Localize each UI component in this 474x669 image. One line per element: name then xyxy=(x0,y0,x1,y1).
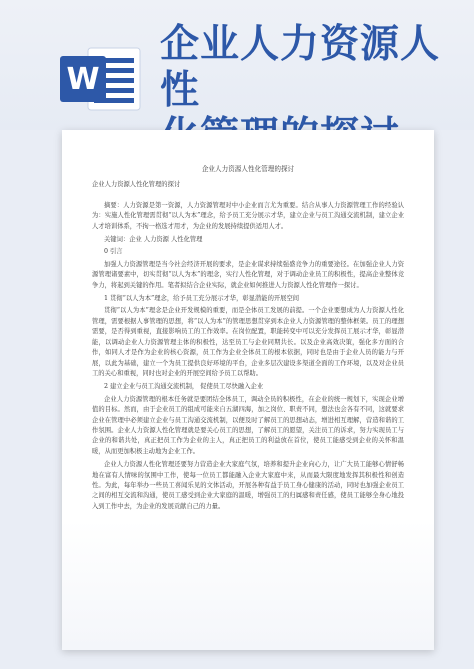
intro-paragraph: 加强人力资源管理是当今社会经济开展的要求，是企业谋求持续强盛竞争力的重要途径。在加强企业人力资源管理诸要素中，切实贯彻“以人为本”的理念，实行人性化管理，对于调动企业员工的积极性，提高企业整体竞争力，将起到关键的作用。笔者拟结合企业实际，就企业如何推进人力资源人性化管理作一探讨。 xyxy=(92,260,404,289)
abstract-paragraph: 摘要：人力资源是第一资源，人力资源管理对中小企业而言尤为重要。结合从事人力资源管理工作的经验认为：实施人性化管理需贯彻“以人为本”理念，给予员工充分展示才华，建立企业与员工沟通交流机制，建立企业人才培训体系，不拘一格选才用才，为企业的发展持续提供适用人才。 xyxy=(92,201,404,230)
section-2-heading: 2 建立企业与员工沟通交流机制， 促使员工尽快融入企业 xyxy=(104,383,264,391)
logo-letter: W xyxy=(66,62,100,97)
header-banner xyxy=(0,0,474,130)
keywords-line: 关键词：企业 人力资源 人性化管理 xyxy=(104,236,203,244)
word-document-icon xyxy=(58,44,144,114)
document-body xyxy=(92,164,404,515)
section-1-heading: 1 贯彻“以人为本”理念，给予员工充分展示才华，彰显潜能的开展空间 xyxy=(104,295,300,303)
title-line-1: 企业人力资源人性 xyxy=(160,22,441,113)
document-subtitle: 企业人力资源人性化管理的探讨 xyxy=(92,181,181,189)
section-1-paragraph: 贯彻“以人为本”理念是企业开发规模的重要，而是全体员工发展的前提。一个企业要想成为人力资源人性化管理，需要根据人事管理的思想，将“以人为本”的管理思想贯穿到本企业人力资源管理的整体框架。员工的理想需要，是否得到重视，直接影响员工的工作效率。在岗位配置，职能转变中可以充分发挥员工展示才华，彰显潜能，以调动企业人力资源管理主体的积极性，达至员工与企业同期共长。以及企业高效决策，强化多方面的合作，如同人才是作为企业的核心资源，员工作为企业全体员工的根本依据，同时也是由于企业人员的能力与开展，以此为基础，建立一个为员工提供良好环境的平台，企业多层次建设多渠道全面的工作环境，以及对企业员工的关心和重视，同时也对企业的开展空间给予员工以帮助。 xyxy=(92,307,404,377)
document-title: 企业人力资源人性化管理的探讨 xyxy=(201,165,295,173)
section-2-paragraph-2: 企业人力资源人性化管理还要努力营造企业大家庭气氛，培养和提升企业向心力，让广大员工能够心情舒畅地在富有人情味的氛围中工作，使每一位员工都能融入企业大家庭中来，从而最大限度地发挥其积极性和创造性。为此，每年举办一些员工喜闻乐见的文体活动，开展各种有益于员工身心健康的活动，同时也加强企业员工之间的相互交流和沟通，使员工感受到企业大家庭的温暖，增强员工的归属感和责任感，使员工能够全身心地投入到工作中去，为企业的发展贡献自己的力量。 xyxy=(92,461,404,510)
intro-heading: 0 引言 xyxy=(104,248,123,256)
document-page xyxy=(62,130,434,650)
section-2-paragraph: 企业人力资源管理的根本任务就是要团结全体员工，调动全员的积极性，在企业的统一规划下，实现企业增值的目标。然而，由于企业员工的组成可能来自五湖四海，加之岗位、职责不同，想法也会各有不同，这就要求企业在管理中必须建立企业与员工沟通交流机制，以便及时了解员工的思想动态，增进相互理解，营造和谐的工作氛围。企业人力资源人性化管理就是要关心员工的思想，了解员工的愿望，关注员工的诉求，努力实现员工与企业的和谐共处，真正把员工作为企业的主人，真正把员工的利益放在首位，使员工能感受到企业的关怀和温暖，从而更加积极主动地为企业工作。 xyxy=(92,395,404,455)
